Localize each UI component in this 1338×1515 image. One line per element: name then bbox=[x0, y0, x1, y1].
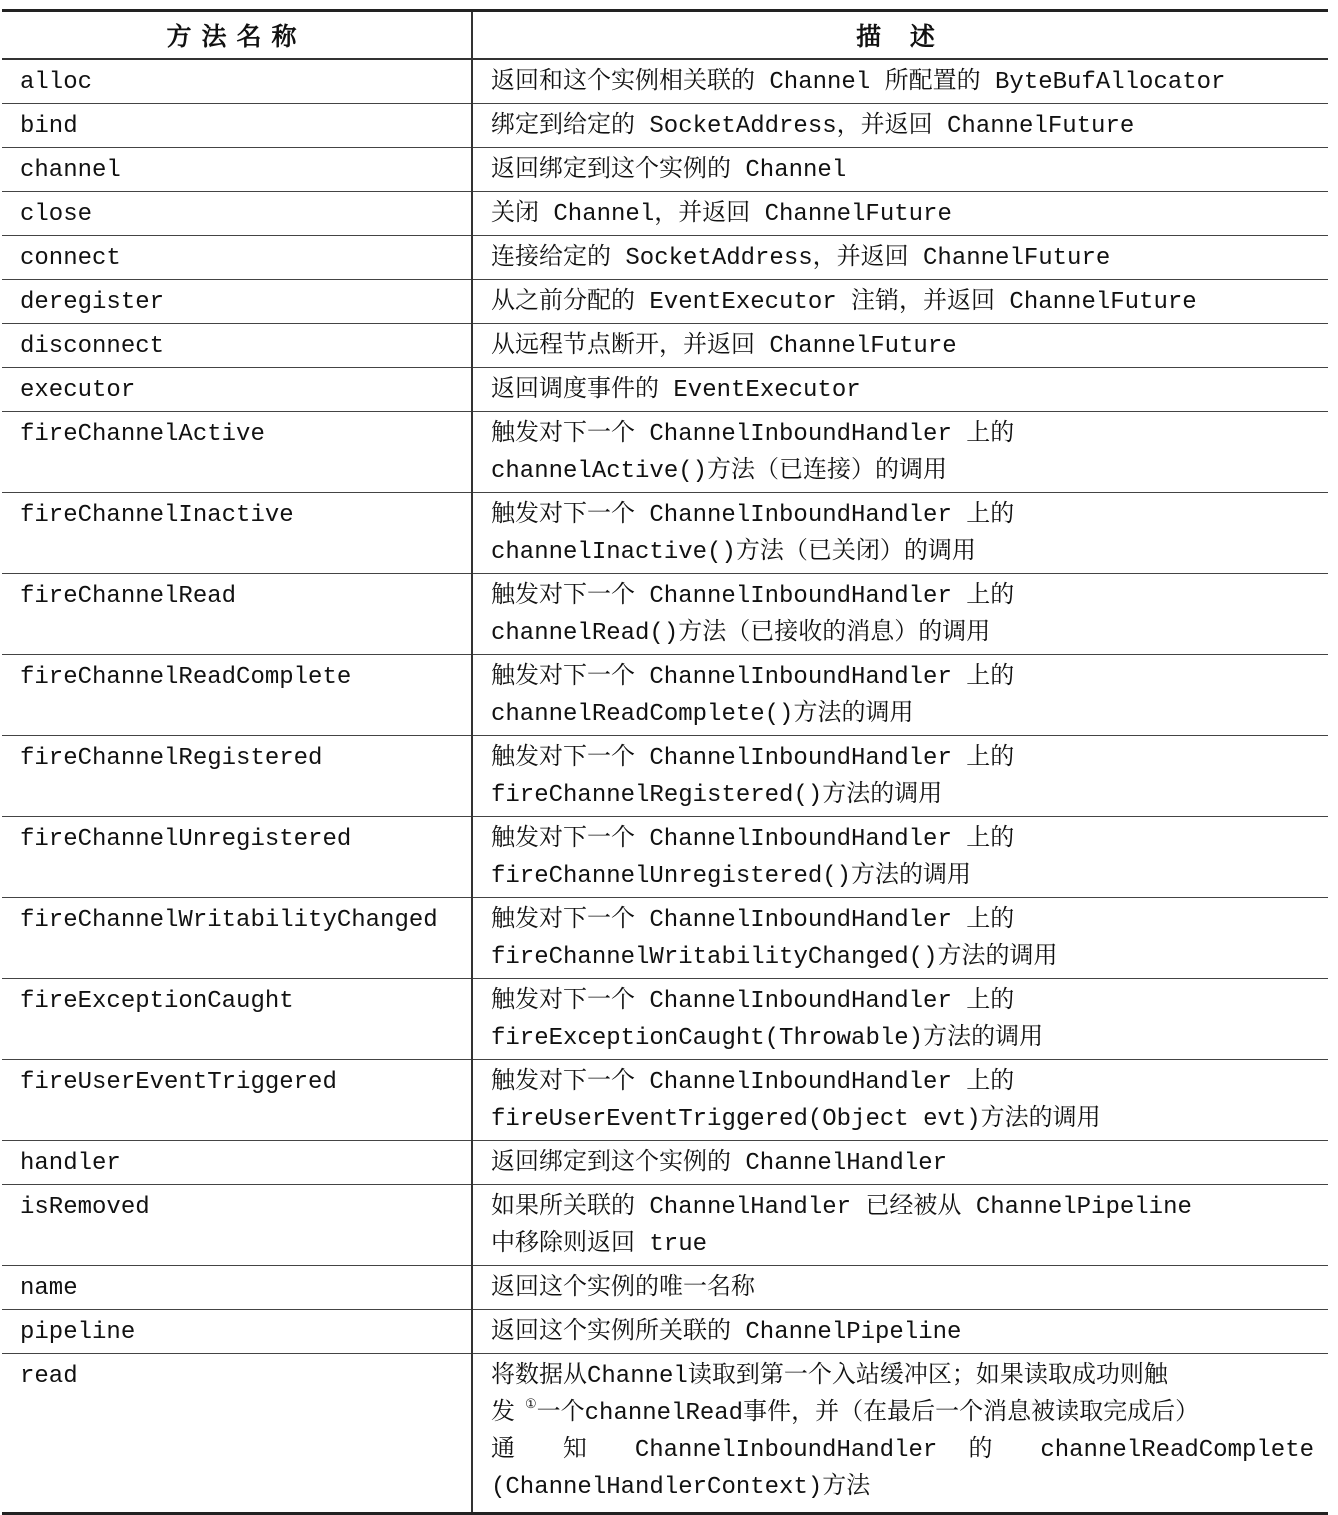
method-description bbox=[472, 148, 1328, 192]
method-name: read bbox=[2, 1354, 472, 1514]
description-line: 返回和这个实例相关联的 Channel 所配置的 ByteBufAllocator bbox=[491, 69, 1226, 96]
method-name: deregister bbox=[2, 280, 472, 324]
method-description bbox=[472, 104, 1328, 148]
method-description bbox=[472, 236, 1328, 280]
method-description bbox=[472, 1310, 1328, 1354]
method-description bbox=[472, 898, 1328, 979]
table-row bbox=[2, 1060, 1328, 1141]
method-name: fireChannelActive bbox=[2, 412, 472, 493]
method-name: disconnect bbox=[2, 324, 472, 368]
method-description bbox=[472, 655, 1328, 736]
table-row bbox=[2, 192, 1328, 236]
method-name: pipeline bbox=[2, 1310, 472, 1354]
table-row bbox=[2, 1141, 1328, 1185]
method-name: executor bbox=[2, 368, 472, 412]
method-name: fireChannelWritabilityChanged bbox=[2, 898, 472, 979]
description-line: 连接给定的 SocketAddress，并返回 ChannelFuture bbox=[491, 245, 1111, 272]
table-row bbox=[2, 898, 1328, 979]
table-row bbox=[2, 1266, 1328, 1310]
method-description bbox=[472, 412, 1328, 493]
table-row bbox=[2, 148, 1328, 192]
method-description bbox=[472, 1185, 1328, 1266]
table-row bbox=[2, 280, 1328, 324]
description-line: fireUserEventTriggered(Object evt)方法的调用 bbox=[491, 1106, 1101, 1133]
method-name: handler bbox=[2, 1141, 472, 1185]
method-description bbox=[472, 736, 1328, 817]
method-name: alloc bbox=[2, 59, 472, 104]
description-line: 关闭 Channel，并返回 ChannelFuture bbox=[491, 201, 952, 228]
method-name: connect bbox=[2, 236, 472, 280]
table-row bbox=[2, 59, 1328, 104]
table-row bbox=[2, 979, 1328, 1060]
table-row bbox=[2, 1185, 1328, 1266]
method-description bbox=[472, 817, 1328, 898]
method-table bbox=[2, 9, 1328, 1515]
method-name: fireChannelRegistered bbox=[2, 736, 472, 817]
table-header bbox=[2, 11, 1328, 60]
description-line: fireChannelRegistered()方法的调用 bbox=[491, 782, 943, 809]
table-row bbox=[2, 1354, 1328, 1514]
description-line: 触发对下一个 ChannelInboundHandler 上的 bbox=[491, 1069, 1015, 1096]
header-method-name: 方法名称 bbox=[2, 11, 472, 60]
method-description bbox=[472, 1060, 1328, 1141]
description-line: 触发对下一个 ChannelInboundHandler 上的 bbox=[491, 907, 1015, 934]
table-row bbox=[2, 736, 1328, 817]
description-line: fireExceptionCaught(Throwable)方法的调用 bbox=[491, 1025, 1044, 1052]
method-description bbox=[472, 493, 1328, 574]
table-row bbox=[2, 236, 1328, 280]
description-line: 从远程节点断开，并返回 ChannelFuture bbox=[491, 333, 957, 360]
header-description: 描 述 bbox=[472, 11, 1328, 60]
method-description bbox=[472, 59, 1328, 104]
description-line: 通 知 ChannelInboundHandler 的 channelReadComplete bbox=[491, 1437, 1314, 1464]
description-line: 触发对下一个 ChannelInboundHandler 上的 bbox=[491, 583, 1015, 610]
description-line: 返回这个实例所关联的 ChannelPipeline bbox=[491, 1319, 962, 1346]
description-line: fireChannelUnregistered()方法的调用 bbox=[491, 863, 972, 890]
method-name: name bbox=[2, 1266, 472, 1310]
footnote-marker[interactable]: ① bbox=[525, 1397, 537, 1412]
method-description bbox=[472, 368, 1328, 412]
description-line: channelActive()方法（已连接）的调用 bbox=[491, 458, 948, 485]
description-line: 触发对下一个 ChannelInboundHandler 上的 bbox=[491, 421, 1015, 448]
description-line: 触发对下一个 ChannelInboundHandler 上的 bbox=[491, 502, 1015, 529]
description-line: 中移除则返回 true bbox=[491, 1231, 708, 1258]
description-line: 触发对下一个 ChannelInboundHandler 上的 bbox=[491, 745, 1015, 772]
method-description bbox=[472, 574, 1328, 655]
method-name: fireChannelUnregistered bbox=[2, 817, 472, 898]
method-description bbox=[472, 1141, 1328, 1185]
description-line: (ChannelHandlerContext)方法 bbox=[491, 1474, 871, 1501]
method-name: fireExceptionCaught bbox=[2, 979, 472, 1060]
method-description bbox=[472, 280, 1328, 324]
description-line: 触发对下一个 ChannelInboundHandler 上的 bbox=[491, 826, 1015, 853]
description-line: 返回绑定到这个实例的 ChannelHandler bbox=[491, 1150, 948, 1177]
method-name: close bbox=[2, 192, 472, 236]
table-row bbox=[2, 412, 1328, 493]
description-line: 触发对下一个 ChannelInboundHandler 上的 bbox=[491, 664, 1015, 691]
method-name: fireUserEventTriggered bbox=[2, 1060, 472, 1141]
method-name: fireChannelRead bbox=[2, 574, 472, 655]
description-line: 将数据从Channel读取到第一个入站缓冲区；如果读取成功则触 bbox=[491, 1363, 1168, 1390]
method-description bbox=[472, 192, 1328, 236]
description-line: 绑定到给定的 SocketAddress，并返回 ChannelFuture bbox=[491, 113, 1135, 140]
description-line: channelReadComplete()方法的调用 bbox=[491, 701, 914, 728]
description-line: 发 bbox=[491, 1400, 515, 1427]
description-line: 从之前分配的 EventExecutor 注销，并返回 ChannelFuture bbox=[491, 289, 1197, 316]
table-row bbox=[2, 655, 1328, 736]
method-name: isRemoved bbox=[2, 1185, 472, 1266]
method-name: fireChannelReadComplete bbox=[2, 655, 472, 736]
method-name: channel bbox=[2, 148, 472, 192]
method-description bbox=[472, 1354, 1328, 1514]
table-row bbox=[2, 104, 1328, 148]
table-row bbox=[2, 493, 1328, 574]
method-description bbox=[472, 324, 1328, 368]
description-line: 如果所关联的 ChannelHandler 已经被从 ChannelPipeline bbox=[491, 1194, 1192, 1221]
description-line: 返回这个实例的唯一名称 bbox=[491, 1275, 755, 1302]
description-line: 返回调度事件的 EventExecutor bbox=[491, 377, 861, 404]
method-description bbox=[472, 979, 1328, 1060]
description-line: fireChannelWritabilityChanged()方法的调用 bbox=[491, 944, 1058, 971]
method-description bbox=[472, 1266, 1328, 1310]
method-name: fireChannelInactive bbox=[2, 493, 472, 574]
description-line: channelInactive()方法（已关闭）的调用 bbox=[491, 539, 976, 566]
description-line: 返回绑定到这个实例的 Channel bbox=[491, 157, 847, 184]
method-name: bind bbox=[2, 104, 472, 148]
table-row bbox=[2, 368, 1328, 412]
table-row bbox=[2, 324, 1328, 368]
table-row bbox=[2, 1310, 1328, 1354]
table-row bbox=[2, 817, 1328, 898]
table-row bbox=[2, 574, 1328, 655]
description-line: 一个channelRead事件，并（在最后一个消息被读取完成后） bbox=[536, 1400, 1200, 1427]
description-line: channelRead()方法（已接收的消息）的调用 bbox=[491, 620, 991, 647]
description-line: 触发对下一个 ChannelInboundHandler 上的 bbox=[491, 988, 1015, 1015]
